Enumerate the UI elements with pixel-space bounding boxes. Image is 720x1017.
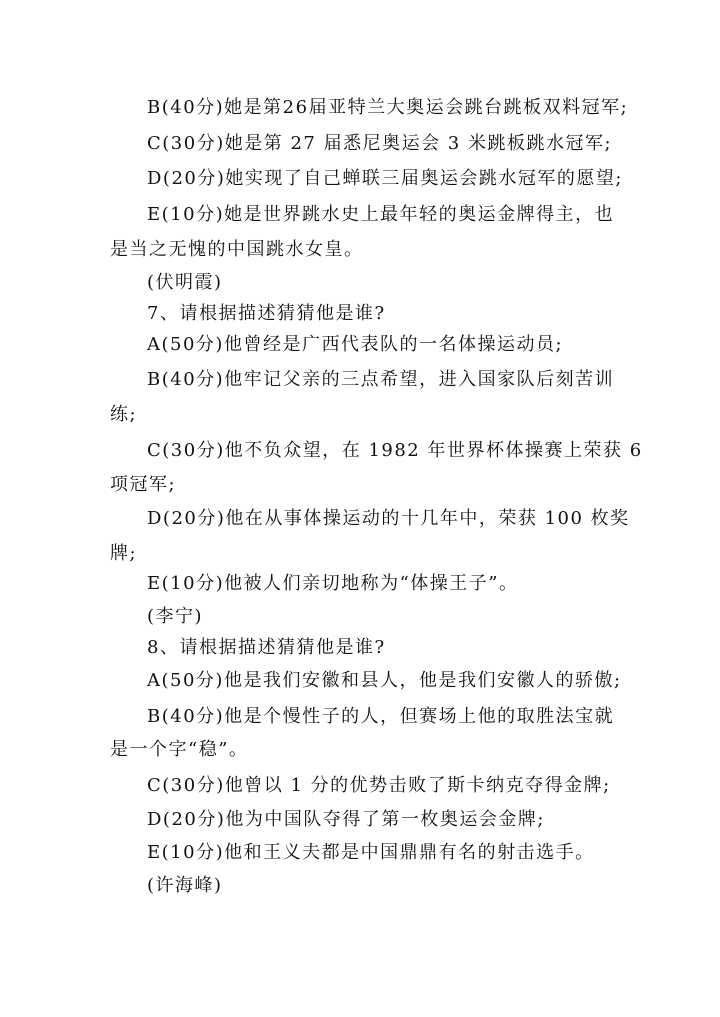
line-b-fu-1: B(40分)她是第26届亚特兰大奥运会跳台跳板双料冠军; <box>147 97 629 118</box>
line-d-xu: D(20分)他为中国队夺得了第一枚奥运会金牌; <box>147 809 545 830</box>
question-8-heading: 8、请根据描述猜猜他是谁? <box>147 637 386 658</box>
answer-fu-mingxia: (伏明霞) <box>147 272 223 293</box>
line-c-xu: C(30分)他曾以 1 分的优势击败了斯卡纳克夺得金牌; <box>147 775 611 796</box>
line-a-xu: A(50分)他是我们安徽和县人，他是我们安徽人的骄傲; <box>147 670 622 691</box>
line-e-fu-cont: 是当之无愧的中国跳水女皇。 <box>110 239 364 260</box>
line-e-li: E(10分)他被人们亲切地称为“体操王子”。 <box>147 573 519 594</box>
line-e-xu: E(10分)他和王义夫都是中国鼎鼎有名的射击选手。 <box>147 842 595 863</box>
line-a-li: A(50分)他曾经是广西代表队的一名体操运动员; <box>147 334 564 355</box>
answer-li-ning: (李宁) <box>147 606 204 627</box>
line-b-xu: B(40分)他是个慢性子的人，但赛场上他的取胜法宝就 <box>147 706 615 727</box>
line-e-fu: E(10分)她是世界跳水史上最年轻的奥运金牌得主，也 <box>147 204 615 225</box>
line-b-li: B(40分)他牢记父亲的三点希望，进入国家队后刻苦训 <box>147 369 615 390</box>
answer-xu-haifeng: (许海峰) <box>147 875 223 896</box>
line-d-li: D(20分)他在从事体操运动的十几年中，荣获 100 枚奖 <box>147 508 630 529</box>
line-c-fu: C(30分)她是第 27 届悉尼奥运会 3 米跳板跳水冠军; <box>147 133 613 154</box>
line-d-li-cont: 牌; <box>110 543 138 564</box>
line-c-li-cont: 项冠军; <box>110 474 177 495</box>
question-7-heading: 7、请根据描述猜猜他是谁? <box>147 303 386 324</box>
line-d-fu: D(20分)她实现了自己蝉联三届奥运会跳水冠军的愿望; <box>147 168 623 189</box>
line-b-li-cont: 练; <box>110 404 138 425</box>
line-c-li: C(30分)他不负众望，在 1982 年世界杯体操赛上荣获 6 <box>147 440 643 461</box>
line-b-xu-cont: 是一个字“稳”。 <box>110 739 249 760</box>
